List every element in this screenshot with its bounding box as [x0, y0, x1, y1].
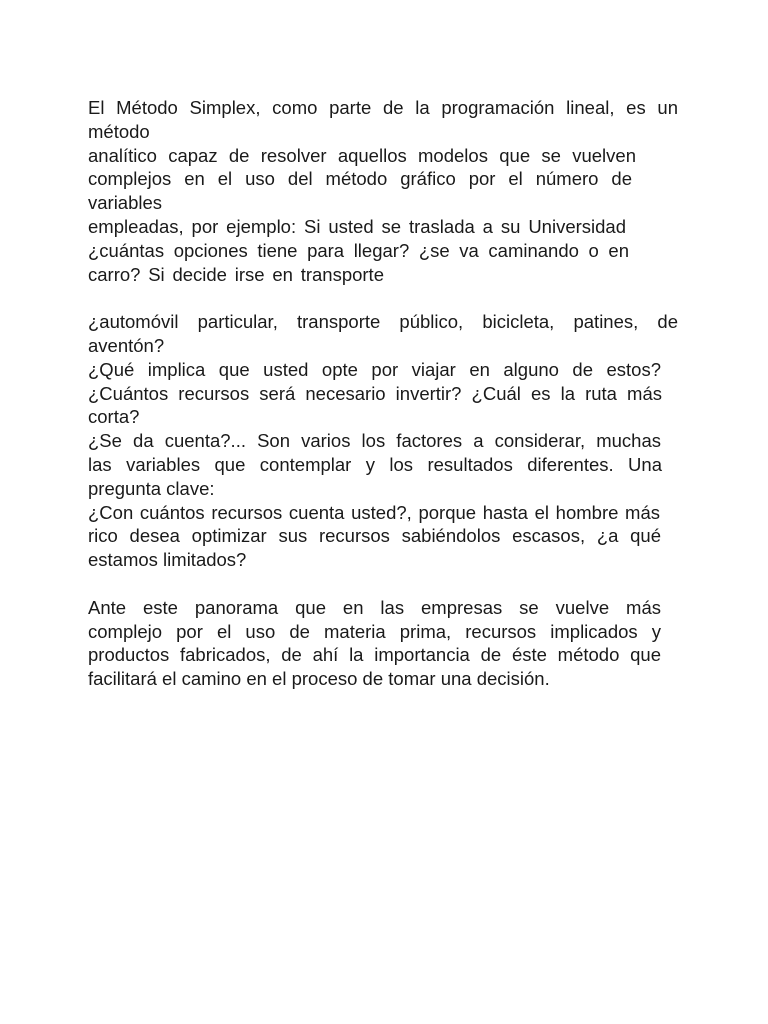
- text-line: ¿Cuántos recursos será necesario invertir? ¿Cuál es la ruta más: [88, 382, 662, 404]
- text-line: productos fabricados, de ahí la importancia de éste método que: [88, 644, 661, 666]
- text-line: complejos en el uso del método gráfico por el número de variables: [88, 168, 632, 214]
- text-line: facilitará el camino en el proceso de tomar una decisión.: [88, 668, 550, 690]
- text-line: ¿Con cuántos recursos cuenta usted?, porque hasta el hombre más: [88, 501, 660, 523]
- document-body: [88, 96, 678, 691]
- paragraph-spacer: [88, 572, 678, 596]
- paragraph-3: [88, 596, 678, 691]
- text-line: complejo por el uso de materia prima, recursos implicados y: [88, 620, 661, 642]
- paragraph-1: [88, 96, 678, 286]
- text-line: ¿automóvil particular, transporte público, bicicleta, patines, de: [88, 311, 678, 333]
- text-line: pregunta clave:: [88, 477, 215, 499]
- paragraph-spacer: [88, 286, 678, 310]
- text-line: rico desea optimizar sus recursos sabiéndolos escasos, ¿a qué: [88, 525, 661, 547]
- text-line: ¿cuántas opciones tiene para llegar? ¿se va caminando o en: [88, 239, 629, 261]
- paragraph-2: [88, 310, 678, 572]
- text-line: ¿Qué implica que usted opte por viajar en alguno de estos?: [88, 358, 661, 380]
- text-line: corta?: [88, 406, 140, 428]
- text-line: ¿Se da cuenta?... Son varios los factores a considerar, muchas: [88, 430, 661, 452]
- text-line: analítico capaz de resolver aquellos modelos que se vuelven: [88, 144, 636, 166]
- text-line: aventón?: [88, 334, 165, 356]
- text-line: estamos limitados?: [88, 549, 247, 571]
- text-line: El Método Simplex, como parte de la programación lineal, es un método: [88, 97, 678, 142]
- text-line: empleadas, por ejemplo: Si usted se traslada a su Universidad: [88, 215, 626, 237]
- text-line: las variables que contemplar y los resultados diferentes. Una: [88, 453, 662, 475]
- text-line: carro? Si decide irse en transporte: [88, 263, 384, 285]
- text-line: Ante este panorama que en las empresas se vuelve más: [88, 596, 661, 618]
